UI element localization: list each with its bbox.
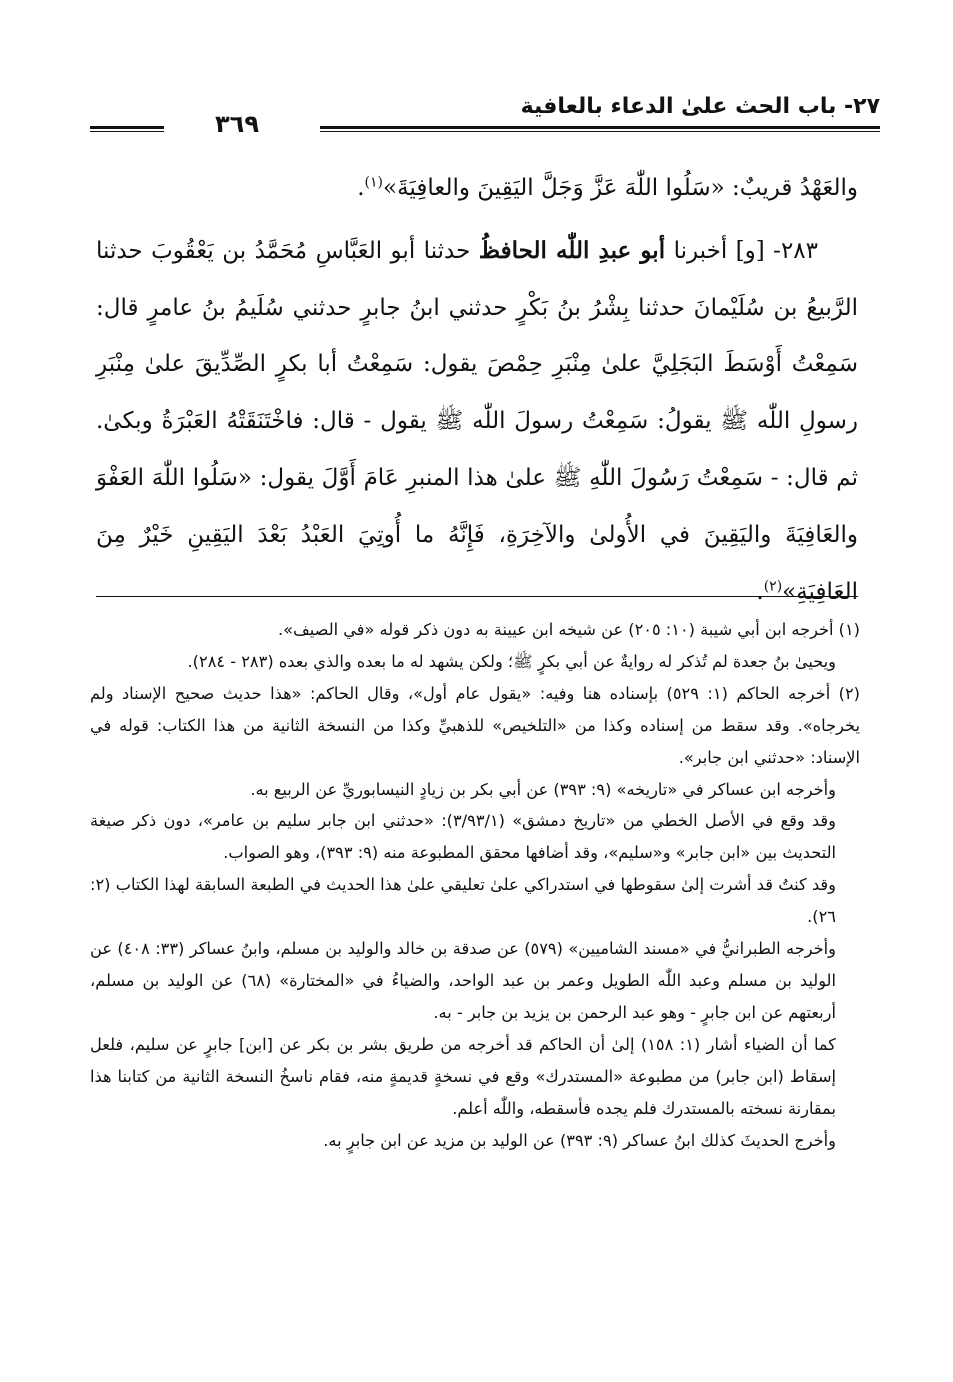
footnote-paragraph: كما أن الضياء أشار (١: ١٥٨) إلىٰ أن الحاكم قد أخرجه من طريق بشر بن بكر عن [ابن] جابرٍ عن سليم، فلعل إسقاط (ابن جابر) من مطبوعة «المستدرك» وقع في نسخةٍ قديمةٍ منه، فقام ناسخُ النسخة الثانية من كتابنا هذا بمقارنة نسخته بالمستدرك فلم يجده فأسقطه، واللّٰه أعلم. — [90, 1034, 836, 1118]
hadith-283 — [96, 223, 858, 621]
footnote-ref-1: (١) — [364, 174, 384, 191]
running-header — [90, 94, 880, 144]
footnote-separator — [96, 596, 858, 597]
main-text — [96, 160, 858, 620]
opening-line — [96, 160, 858, 217]
hadith-text: حدثنا أبو العَبَّاسِ مُحَمَّدُ بن يَعْقُوبَ حدثنا الرَّبيعُ بن سُلَيْمانَ حدثنا بِشْرُ بنُ بَكْرٍ حدثني ابنُ جابرٍ حدثني سُلَيمُ بنُ عامرٍ قال: سَمِعْتُ أَوْسَطَ البَجَلِيَّ علىٰ مِنْبَرِ حِمْصَ يقول: سَمِعْتُ أبا بكرٍ الصِّدِّيقَ علىٰ مِنْبَرِ رسولِ اللّٰه ﷺ يقولُ: سَمِعْتُ رسولَ اللّٰه ﷺ يقول - قال: فاخْتَنَقَتْهُ العَبْرَةُ وبكىٰ. ثم قال: - سَمِعْتُ رَسُولَ اللّٰهِ ﷺ علىٰ هذا المنبرِ عَامَ أَوَّلَ يقول: «سَلُوا اللّٰهَ العَفْوَ والعَافِيَةَ واليَقِينَ في الأُولىٰ والآخِرَةِ، فَإِنَّهُ ما أُوتِيَ العَبْدُ بَعْدَ اليَقِينِ خَيْرٌ مِنَ العَافِيَةِ» — [96, 237, 858, 605]
chapter-title: ٢٧- باب الحث علىٰ الدعاء بالعافية — [520, 94, 880, 119]
opening-line-text: والعَهْدُ قريبٌ: «سَلُوا اللّٰهَ عَزَّ وَجَلَّ اليَقِينَ والعافِيَةَ» — [383, 175, 858, 201]
footnote-paragraph: وقد كنتُ قد أشرت إلىٰ سقوطها في استدراكي علىٰ تعليقي علىٰ هذا الحديث في الطبعة السابقة لهذا الكتاب (٢: ٢٦). — [90, 875, 836, 927]
footnote-ref-2: (٢) — [763, 577, 783, 594]
hadith-number: ٢٨٣- [و] أخبرنا — [673, 237, 819, 264]
page-number: ٣٦٩ — [215, 110, 259, 138]
opening-line-end: . — [357, 175, 365, 201]
footnote-paragraph: (١) أخرجه ابن أبي شيبة (١٠: ٢٠٥) عن شيخه ابن عيينة به دون ذكر قوله «في الصيف». — [277, 620, 860, 639]
footnote-paragraph: ويحيىٰ بنُ جعدة لم تُذكر له روايةٌ عن أبي بكرٍ ﷺ؛ ولكن يشهد له ما بعده والذي بعده (٢٨٣ - ٢٨٤). — [187, 651, 836, 671]
footnote-paragraph: وأخرج الحديثَ كذلك ابنُ عساكر (٩: ٣٩٣) عن الوليد بن مزيد عن ابن جابرٍ به. — [323, 1130, 836, 1150]
footnote-paragraph: وقد وقع في الأصل الخطي من «تاريخ دمشق» (٣/٩٣/١): «حدثني ابن جابر سليم بن عامر»، دون ذكر صيغة التحديث بين «ابن جابر» و«سليم»، وقد أضافها محقق المطبوعة منه (٩: ٣٩٣)، وهو الصواب. — [90, 811, 836, 863]
footnote-paragraph: وأخرجه الطبرانيُّ في «مسند الشاميين» (٥٧٩) عن صدقة بن خالد والوليد بن مسلم، وابنُ عساكر (٣٣: ٤٠٨) عن الوليد بن مسلم وعبد اللّٰه الطويل وعمر بن عبد الواحد، والضياءُ في «المختارة» (٦٨) عن الوليد بن مسلم، أربعتهم عن ابن جابرٍ - وهو عبد الرحمن بن يزيد بن جابر - به. — [90, 939, 836, 1022]
narrator-name: أبو عبدِ اللّٰه الحافظُ — [478, 236, 666, 264]
header-rule-short — [90, 126, 164, 132]
footnote-paragraph: (٢) أخرجه الحاكم (١: ٥٢٩) بإسناده هنا وفيه: «يقول عام أول»، وقال الحاكم: «هذا حديث صحيح الإسناد ولم يخرجاه». وقد سقط من إسناده وكذا من «التلخيص» للذهبيِّ وكذا من النسخة الثانية من هذا الكتاب: قوله في الإسناد: «حدثني ابن جابر». — [90, 683, 860, 767]
footnotes — [90, 614, 860, 1156]
footnote-paragraph: وأخرجه ابن عساكر في «تاريخه» (٩: ٣٩٣) عن أبي بكر بن زيادٍ النيسابوريِّ عن الربيع به. — [250, 779, 836, 799]
header-rule-long — [320, 126, 880, 132]
hadith-end: . — [756, 578, 764, 605]
